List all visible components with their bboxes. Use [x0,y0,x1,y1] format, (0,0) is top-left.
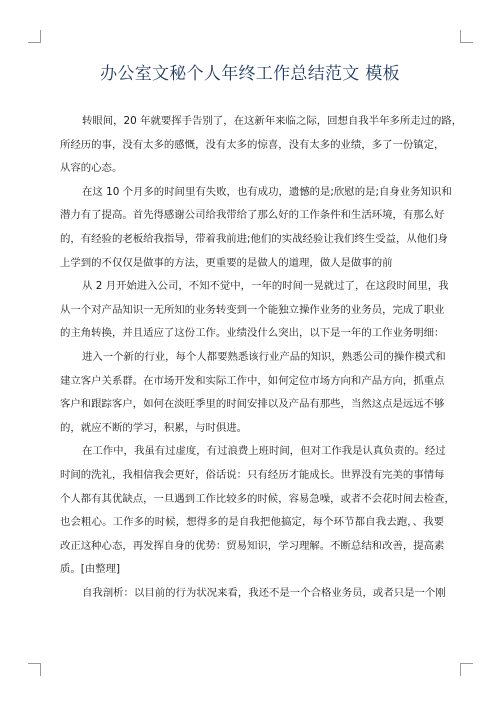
text-line: 从 2 月开始进入公司，不知不觉中，一年的时间一晃就过了，在这段时间里，我 [82,280,449,293]
document-title: 办公室文秘个人年终工作总结范文 模板 [100,64,400,84]
text-line: 客户和跟踪客户，如何在淡旺季里的时间安排以及产品有那些，当然这点是远远不够 [60,398,445,411]
text-line: 在工作中，我虽有过虚度，有过浪费上班时间，但对工作我是认真负责的。经过 [82,445,446,458]
text-line: 上学到的不仅仅是做事的方法，更重要的是做人的道理，做人是做事的前 [60,256,393,269]
text-line: 从一个对产品知识一无所知的业务转变到一个能独立操作业务的业务员，完成了职业 [60,303,445,316]
paragraph [60,275,449,346]
text-line: 自我剖析：以目前的行为状况来看，我还不是一个合格业务员，或者只是一个刚 [82,586,446,599]
page-corner-mark-top-left [28,30,41,43]
page-corner-mark-top-right [460,30,473,43]
paragraph [60,440,455,582]
paragraph [60,582,444,606]
page-corner-mark-bottom-left [28,663,41,676]
text-line: 转眼间，20 年就要挥手告别了，在这新年来临之际，回想自我半年多所走过的路， [82,115,463,127]
text-line: 潜力有了提高。首先得感谢公司给我带给了那么好的工作条件和生活环境，有那么好 [60,209,445,222]
text-line: 在这 10 个月多的时间里有失败，也有成功，遗憾的是;欣慰的是;自身业务知识和 [82,185,452,198]
text-line: 进入一个新的行业，每个人都要熟悉该行业产品的知识，熟悉公司的操作模式和 [82,350,446,363]
page-corner-mark-bottom-right [460,663,473,676]
text-line: 建立客户关系群。在市场开发和实际工作中，如何定位市场方向和产品方向，抓重点 [60,374,445,387]
text-line: 时间的洗礼，我相信我会更好，俗话说：只有经历才能成长。世界没有完美的事情每 [60,468,445,481]
text-line: 从容的心态。 [60,162,123,175]
text-line: 个人都有其优缺点，一旦遇到工作比较多的时候，容易急噪，或者不会花时间去检查， [60,492,455,505]
document-body [60,110,463,605]
text-line: 质。[由整理] [60,563,121,576]
text-line: 的，就应不断的学习，积累，与时俱进。 [60,421,248,434]
text-line: 改正这种心态，再发挥自身的优势：贸易知识，学习理解。不断总结和改善，提高素 [60,539,445,552]
paragraph [60,181,452,275]
paragraph [60,110,463,181]
text-line: 的主角转换，并且适应了这份工作。业绩没什么突出，以下是一年的工作业务明细： [60,327,445,340]
text-line: 也会粗心。工作多的时候，想得多的是自我把他搞定，每个环节都自我去跑，、我要 [60,516,444,529]
text-line: 所经历的事，没有太多的感慨，没有太多的惊喜，没有太多的业绩，多了一份镇定， [60,138,445,151]
paragraph [60,346,444,440]
text-line: 的，有经验的老板给我指导，带着我前进;他们的实战经验让我们终生受益，从他们身 [60,232,448,245]
